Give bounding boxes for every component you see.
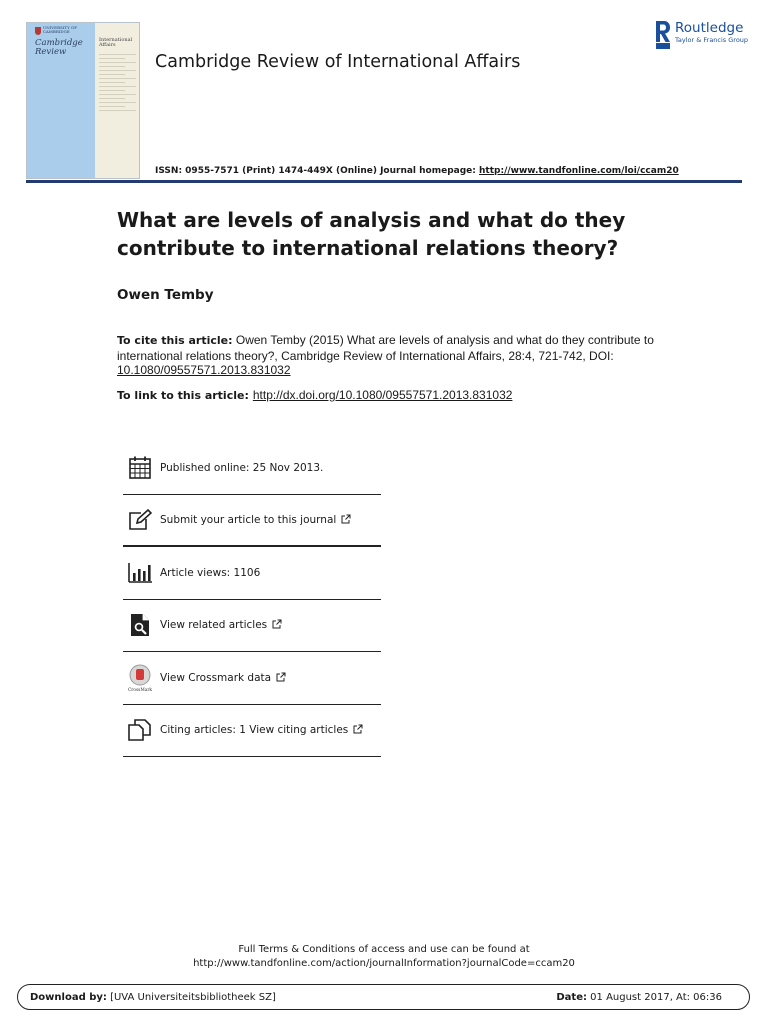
cite-text: Owen Temby (2015) What are levels of analysis and what do they contribute to international relations theory?, Cambridge Review of International Affairs, 28:4, 721-742, DOI:: [117, 333, 654, 363]
cover-text-line: [99, 62, 136, 63]
cite-label: To cite this article:: [117, 334, 233, 347]
cover-journal-line2: Review: [35, 46, 67, 57]
external-link-icon: [276, 672, 286, 682]
cover-text-line: [99, 58, 125, 59]
cambridge-crest-icon: [35, 27, 41, 35]
terms-notice: [0, 943, 768, 971]
article-author: Owen Temby: [117, 287, 214, 303]
related-search-icon: [127, 612, 153, 638]
cover-text-line: [99, 110, 136, 111]
publisher-name: Routledge: [675, 20, 744, 36]
submit-row[interactable]: [123, 495, 381, 548]
journal-cover: [26, 22, 140, 179]
cover-right-panel: [95, 23, 139, 178]
view-related-link[interactable]: View related articles: [160, 619, 282, 631]
cover-text-line: [99, 74, 125, 75]
calendar-icon: [127, 455, 153, 481]
article-views: Article views: 1106: [160, 566, 261, 579]
cite-doi-link[interactable]: 10.1080/09557571.2013.831032: [117, 363, 291, 377]
cover-journal-name: [35, 39, 95, 56]
download-by: Download by: [UVA Universiteitsbibliotheek SZ]: [30, 991, 276, 1003]
published-date: Published online: 25 Nov 2013.: [160, 461, 324, 474]
citation-block: [117, 333, 657, 378]
cover-text-line: [99, 86, 136, 87]
related-row[interactable]: [123, 600, 381, 653]
cover-university: UNIVERSITY OF CAMBRIDGE: [42, 25, 78, 34]
cover-left-panel: [27, 23, 95, 178]
issn-text: ISSN: 0955-7571 (Print) 1474-449X (Online) Journal homepage:: [155, 166, 480, 176]
link-label: To link to this article:: [117, 389, 249, 402]
published-row: [123, 442, 381, 495]
download-date: Date: 01 August 2017, At: 06:36: [556, 991, 722, 1003]
crossmark-icon: [127, 665, 153, 691]
cover-text-line: [99, 98, 125, 99]
submit-article-link[interactable]: Submit your article to this journal: [160, 514, 351, 526]
cover-subtitle-line2: Affairs: [99, 42, 116, 48]
cover-journal-line1: Cambridge: [35, 38, 83, 48]
publisher-subtitle: Taylor & Francis Group: [675, 36, 749, 44]
cover-text-line: [99, 54, 136, 55]
external-link-icon: [272, 619, 282, 629]
cover-crest: [35, 26, 95, 35]
article-link-block: [117, 388, 512, 402]
views-row: [123, 547, 381, 600]
citing-row[interactable]: [123, 705, 381, 758]
cover-text-line: [99, 82, 125, 83]
article-title: What are levels of analysis and what do they contribute to international relations theory?: [117, 208, 626, 260]
cover-text-line: [99, 66, 125, 67]
publisher-logo[interactable]: [654, 20, 748, 50]
citing-articles-icon: [127, 717, 153, 743]
journal-title: Cambridge Review of International Affairs: [155, 52, 521, 72]
cover-text-line: [99, 78, 136, 79]
cover-subtitle: [99, 38, 136, 48]
cover-text-line: [99, 106, 125, 107]
publisher-text: [675, 20, 748, 44]
routledge-r-icon: [654, 20, 671, 50]
view-citing-link[interactable]: Citing articles: 1 View citing articles: [160, 724, 363, 736]
edit-icon: [127, 507, 153, 533]
journal-homepage-link[interactable]: http://www.tandfonline.com/loi/ccam20: [479, 166, 679, 176]
external-link-icon: [341, 514, 351, 524]
crossmark-row[interactable]: [123, 652, 381, 705]
cover-subtitle-line1: International: [99, 37, 133, 43]
external-link-icon: [353, 724, 363, 734]
header-rule: [26, 180, 742, 183]
terms-url[interactable]: http://www.tandfonline.com/action/journalInformation?journalCode=ccam20: [193, 958, 575, 969]
cover-date-mark: [99, 27, 136, 31]
cover-text-line: [99, 70, 136, 71]
article-doi-link[interactable]: http://dx.doi.org/10.1080/09557571.2013.831032: [252, 388, 513, 402]
svg-text:CrossMark: CrossMark: [128, 687, 152, 692]
issn-line: [155, 166, 679, 176]
article-info-list: [123, 442, 381, 757]
view-crossmark-link[interactable]: View Crossmark data: [160, 672, 286, 684]
cover-text-line: [99, 102, 136, 103]
cover-text-line: [99, 94, 136, 95]
download-info-bar: [17, 984, 750, 1010]
terms-line1: Full Terms & Conditions of access and use can be found at: [238, 944, 530, 955]
cover-text-line: [99, 90, 125, 91]
bar-chart-icon: [127, 560, 153, 586]
